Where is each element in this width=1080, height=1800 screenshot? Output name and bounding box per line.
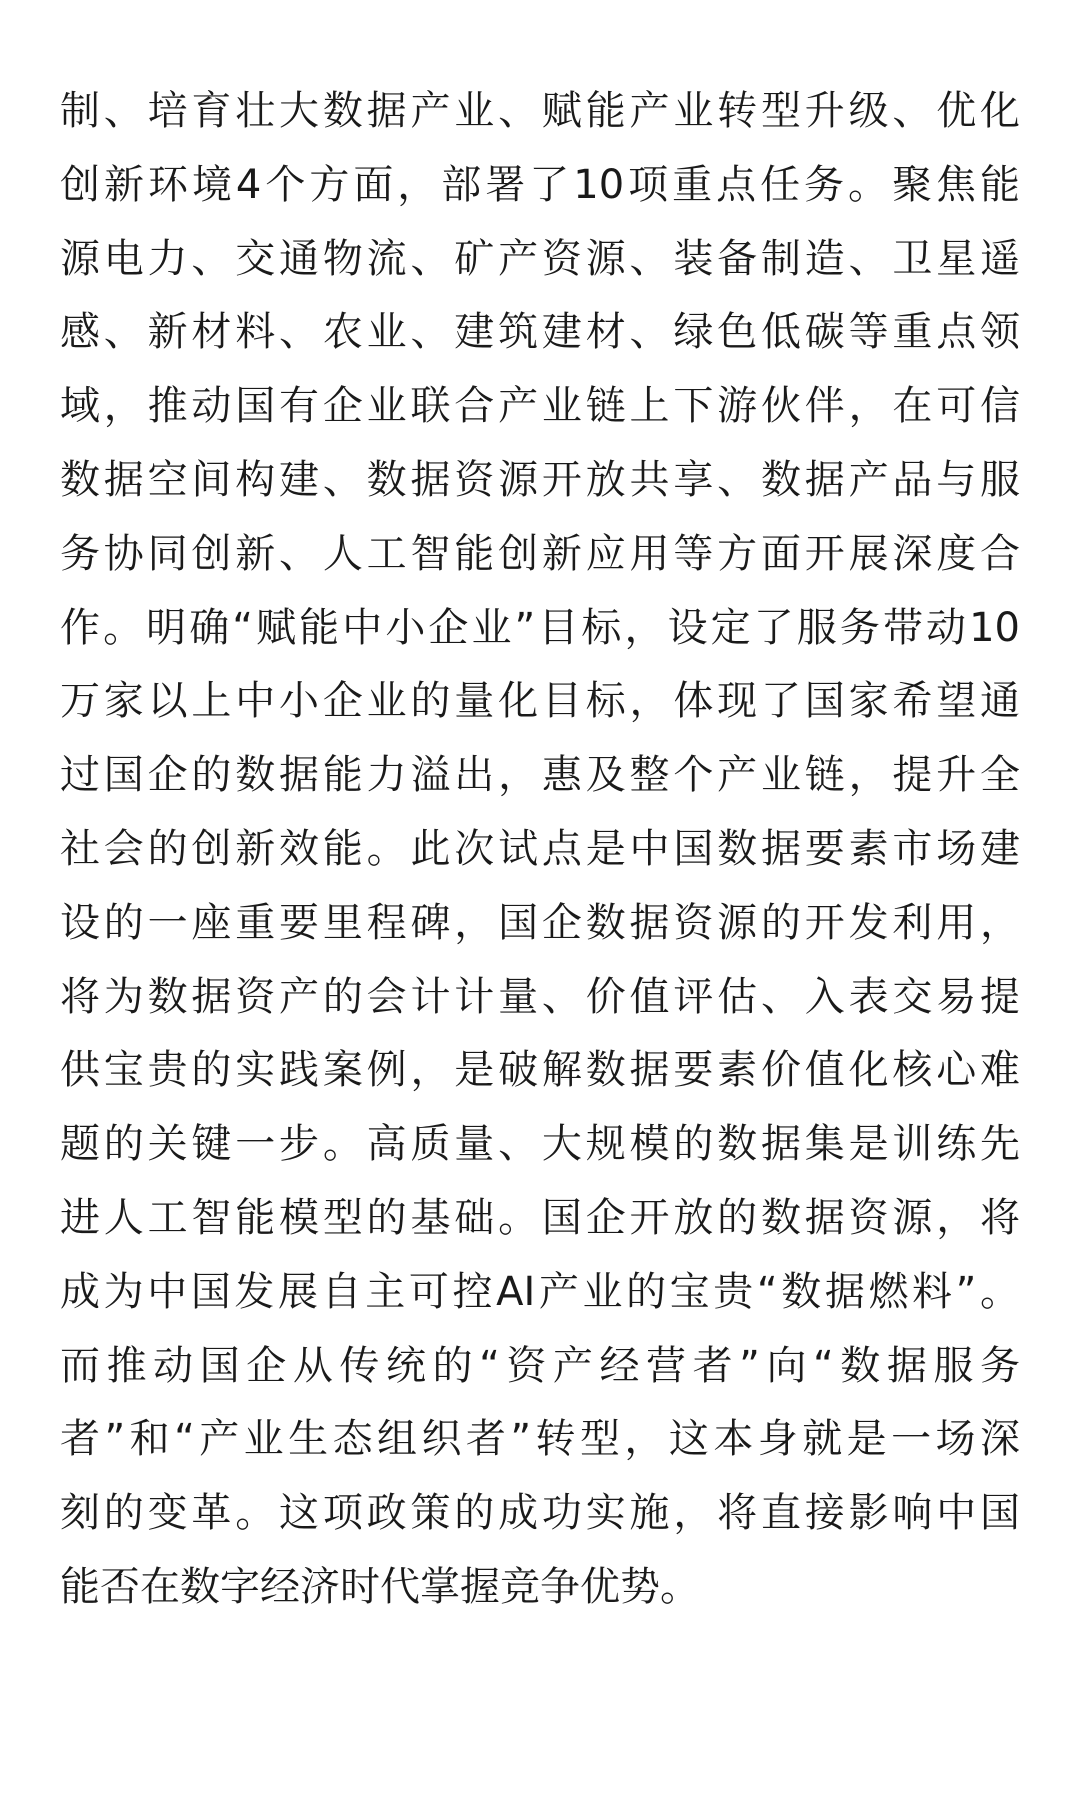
text-line: 者”和“产业生态组织者”转型，这本身就是一场深 xyxy=(60,1416,1020,1463)
text-line: 进人工智能模型的基础。国企开放的数据资源，将 xyxy=(60,1194,1020,1241)
text-line: 源电力、交通物流、矿产资源、装备制造、卫星遥 xyxy=(60,235,1020,282)
article-body xyxy=(60,75,1020,1625)
text-line: 社会的创新效能。此次试点是中国数据要素市场建 xyxy=(60,825,1020,872)
text-line: 将为数据资产的会计计量、价值评估、入表交易提 xyxy=(60,973,1020,1020)
text-line: 能否在数字经济时代掌握竞争优势。 xyxy=(60,1563,700,1610)
text-line: 刻的变革。这项政策的成功实施，将直接影响中国 xyxy=(60,1490,1020,1537)
text-line: 数据空间构建、数据资源开放共享、数据产品与服 xyxy=(60,456,1020,503)
text-line: 制、培育壮大数据产业、赋能产业转型升级、优化 xyxy=(60,88,1020,134)
text-line: 感、新材料、农业、建筑建材、绿色低碳等重点领 xyxy=(60,309,1020,356)
text-line: 过国企的数据能力溢出，惠及整个产业链，提升全 xyxy=(60,752,1020,799)
text-line: 而推动国企从传统的“资产经营者”向“数据服务 xyxy=(60,1342,1020,1389)
text-line: 设的一座重要里程碑，国企数据资源的开发利用， xyxy=(60,899,1020,946)
text-line: 务协同创新、人工智能创新应用等方面开展深度合 xyxy=(60,530,1020,577)
text-line: 供宝贵的实践案例，是破解数据要素价值化核心难 xyxy=(60,1047,1020,1094)
text-line: 作。明确“赋能中小企业”目标，设定了服务带动10 xyxy=(60,604,1020,651)
text-line: 万家以上中小企业的量化目标，体现了国家希望通 xyxy=(60,678,1020,725)
text-line: 域，推动国有企业联合产业链上下游伙伴，在可信 xyxy=(60,383,1020,430)
text-line: 题的关键一步。高质量、大规模的数据集是训练先 xyxy=(60,1121,1020,1168)
text-line: 成为中国发展自主可控AI产业的宝贵“数据燃料”。 xyxy=(60,1268,1020,1315)
text-line: 创新环境4个方面，部署了10项重点任务。聚焦能 xyxy=(60,161,1020,208)
